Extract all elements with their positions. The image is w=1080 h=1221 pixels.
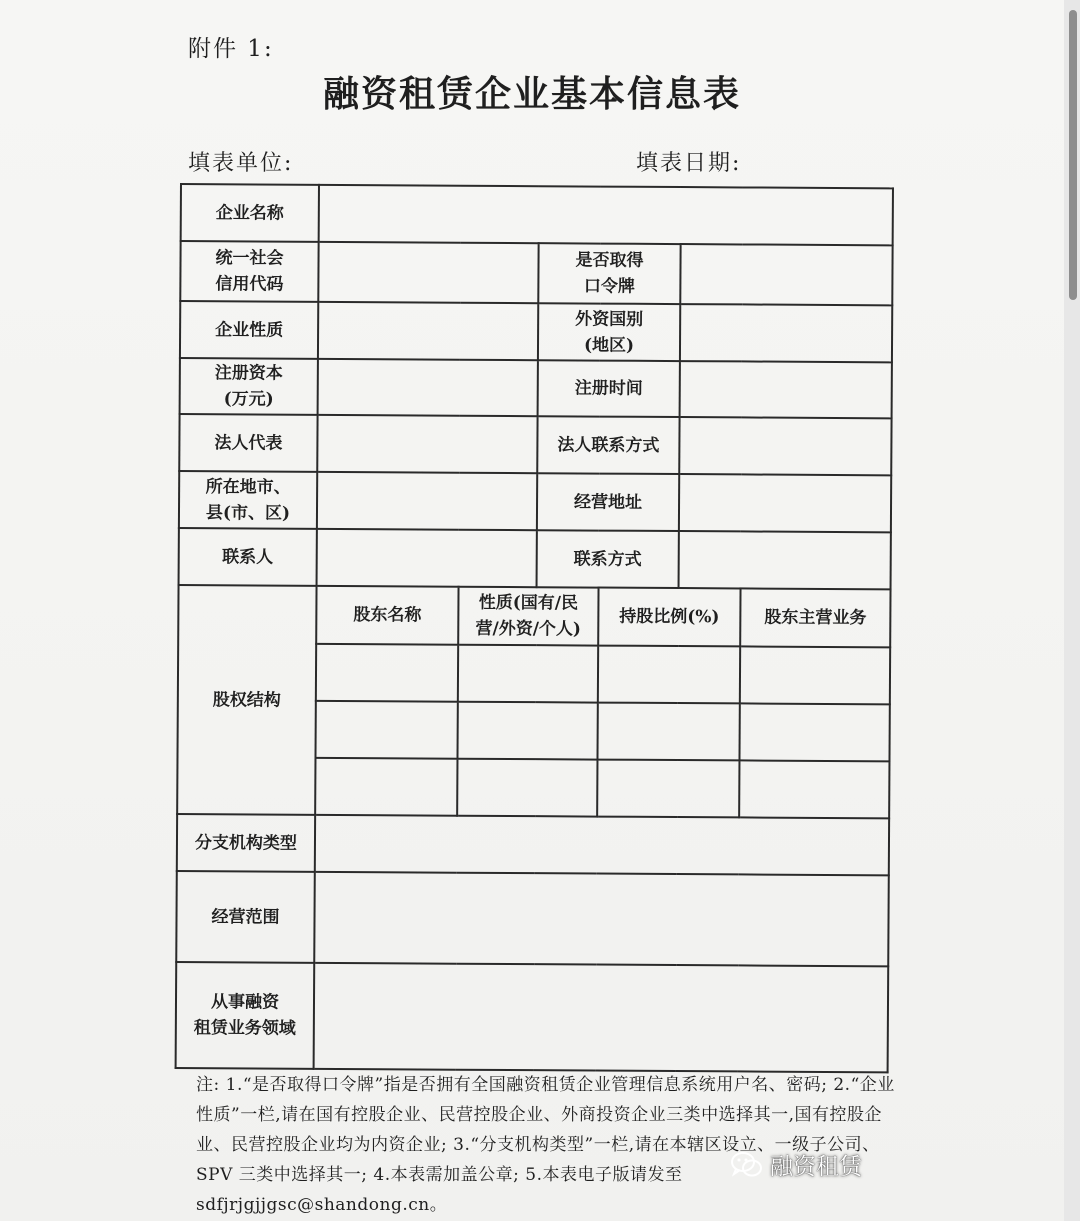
fill-unit-label: 填表单位: bbox=[188, 151, 294, 176]
branch-type-field[interactable] bbox=[315, 815, 889, 876]
branch-type-label: 分支机构类型 bbox=[177, 814, 315, 872]
scope-field[interactable] bbox=[314, 872, 889, 967]
shareholder-business-header: 股东主营业务 bbox=[740, 588, 890, 647]
capital-label: 注册资本 (万元) bbox=[180, 358, 318, 415]
watermark-text: 融资租赁 bbox=[770, 1154, 862, 1180]
contact-method-field[interactable] bbox=[679, 531, 891, 589]
shareholder-name-header: 股东名称 bbox=[316, 586, 458, 645]
nature-label: 企业性质 bbox=[180, 301, 318, 359]
equity-label: 股权结构 bbox=[177, 585, 316, 815]
equity-cell[interactable] bbox=[597, 760, 739, 818]
page-title: 融资租赁企业基本信息表 bbox=[322, 73, 741, 115]
business-field-label: 从事融资 租赁业务领域 bbox=[176, 962, 315, 1069]
scope-label: 经营范围 bbox=[176, 871, 315, 963]
credit-code-label: 统一社会 信用代码 bbox=[180, 241, 318, 302]
equity-cell[interactable] bbox=[457, 759, 597, 817]
equity-cell[interactable] bbox=[597, 703, 739, 761]
business-field-field[interactable] bbox=[314, 963, 889, 1073]
legal-rep-field[interactable] bbox=[317, 415, 537, 473]
watermark bbox=[730, 1148, 862, 1181]
contact-method-label: 联系方式 bbox=[537, 530, 679, 588]
foreign-country-field[interactable] bbox=[680, 304, 892, 362]
equity-cell[interactable] bbox=[458, 645, 598, 703]
equity-cell[interactable] bbox=[316, 644, 458, 702]
business-address-label: 经营地址 bbox=[537, 473, 679, 531]
equity-cell[interactable] bbox=[739, 760, 889, 818]
equity-cell[interactable] bbox=[315, 758, 457, 816]
company-name-label: 企业名称 bbox=[181, 184, 319, 242]
nature-field[interactable] bbox=[318, 302, 538, 360]
equity-cell[interactable] bbox=[598, 646, 740, 704]
contact-person-label: 联系人 bbox=[179, 528, 317, 586]
equity-cell[interactable] bbox=[457, 702, 597, 760]
token-label: 是否取得 口令牌 bbox=[538, 243, 680, 304]
equity-cell[interactable] bbox=[739, 703, 889, 761]
capital-field[interactable] bbox=[318, 359, 538, 416]
footnote: 注: 1.“是否取得口令牌”指是否拥有全国融资租赁企业管理信息系统用户名、密码; 2.“企业性质”一栏,请在国有控股企业、民营控股企业、外商投资企业三类中选择其一,国有控股企业、民营控股企业均为内资企业; 3.“分支机构类型”一栏,请在本辖区设立、一级子公司、SPV 三类中选择其一; 4.本表需加盖公章; 5.本表电子版请发至 sdfjrjgjjgsc@shandong.cn。 bbox=[196, 1075, 895, 1215]
legal-contact-field[interactable] bbox=[679, 417, 891, 475]
shareholder-nature-header: 性质(国有/民 营/外资/个人) bbox=[458, 587, 598, 646]
foreign-country-label: 外资国别 (地区) bbox=[538, 303, 680, 361]
fill-date-label: 填表日期: bbox=[636, 151, 742, 176]
info-form-table bbox=[175, 183, 894, 1073]
location-label: 所在地市、 县(市、区) bbox=[179, 471, 317, 529]
location-field[interactable] bbox=[317, 472, 537, 530]
legal-contact-label: 法人联系方式 bbox=[537, 416, 679, 474]
wechat-icon bbox=[730, 1151, 764, 1179]
scrollbar[interactable] bbox=[1064, 0, 1080, 1221]
business-address-field[interactable] bbox=[679, 474, 891, 532]
legal-rep-label: 法人代表 bbox=[179, 414, 317, 472]
reg-time-field[interactable] bbox=[680, 361, 892, 418]
attachment-label: 附件 1: bbox=[188, 36, 274, 62]
reg-time-label: 注册时间 bbox=[538, 360, 680, 417]
equity-cell[interactable] bbox=[740, 646, 890, 704]
contact-person-field[interactable] bbox=[317, 529, 537, 587]
share-ratio-header: 持股比例(%) bbox=[598, 588, 740, 647]
token-field[interactable] bbox=[680, 244, 892, 305]
credit-code-field[interactable] bbox=[318, 242, 538, 303]
company-name-field[interactable] bbox=[319, 185, 893, 246]
equity-cell[interactable] bbox=[315, 701, 457, 759]
scrollbar-thumb[interactable] bbox=[1069, 10, 1077, 300]
